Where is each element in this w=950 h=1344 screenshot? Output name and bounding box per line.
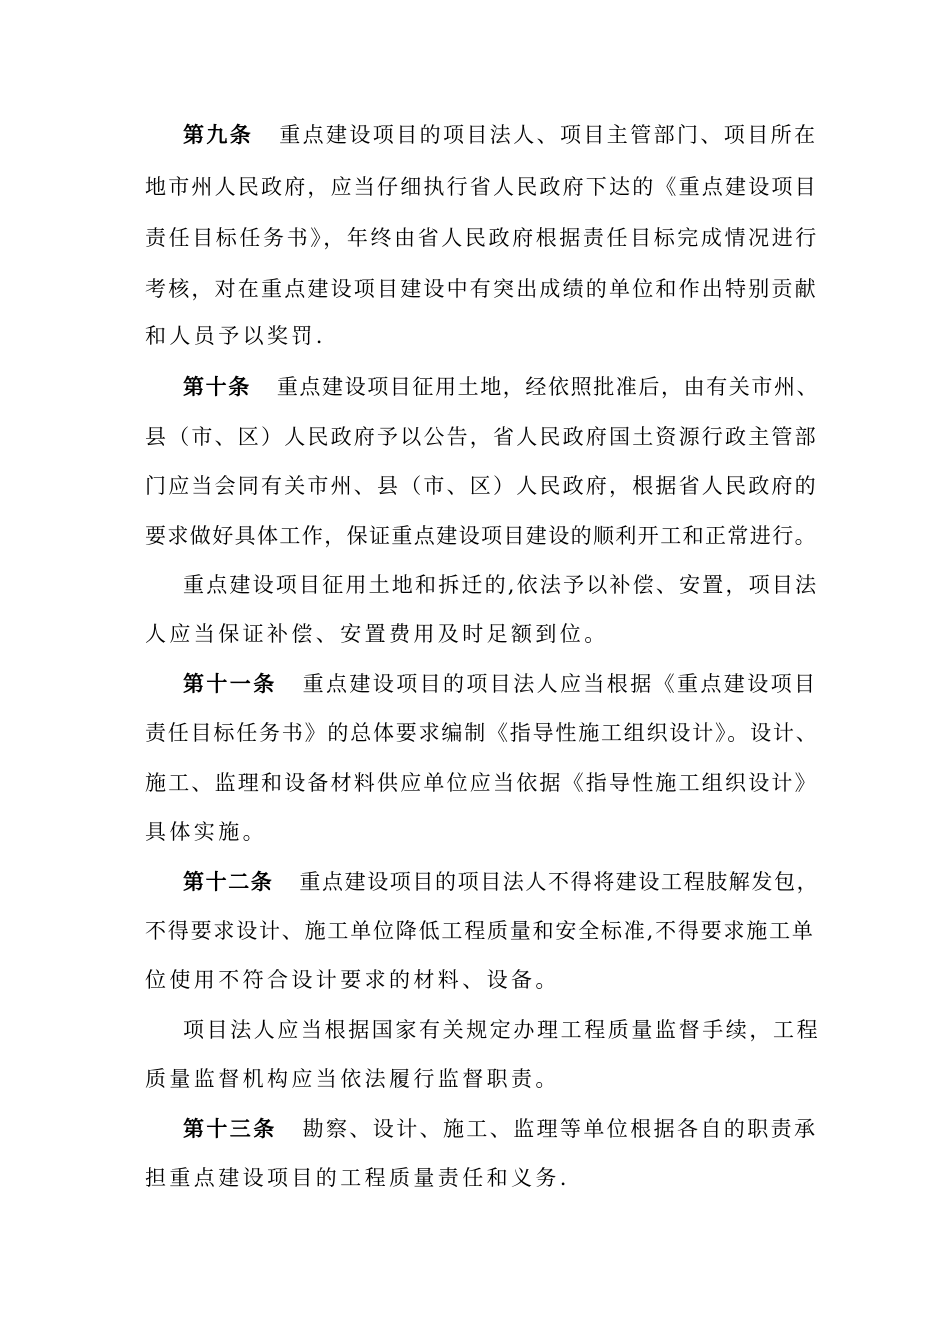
article-10-para2-line-1: 重点建设项目征用土地和拆迁的,依法予以补偿、安置，项目法 <box>183 573 819 597</box>
article-9-line-1 <box>183 121 817 149</box>
article-11-heading: 第十一条 <box>183 671 277 696</box>
article-11-text: 重点建设项目的项目法人应当根据《重点建设项目 <box>302 672 818 696</box>
article-13-text: 勘察、设计、施工、监理等单位根据各自的职责承 <box>302 1117 818 1141</box>
article-11-line-3: 施工、监理和设备材料供应单位应当依据《指导性施工组织设计》 <box>145 771 818 795</box>
article-12-line-2: 不得要求设计、施工单位降低工程质量和安全标准,不得要求施工单 <box>145 919 815 943</box>
article-10-text: 重点建设项目征用土地，经依照批准后，由有关市州、 <box>276 375 820 399</box>
article-9-line-2: 地市州人民政府，应当仔细执行省人民政府下达的《重点建设项目 <box>145 175 818 199</box>
article-10-line-3: 门应当会同有关市州、县（市、区）人民政府，根据省人民政府的 <box>145 474 818 498</box>
article-9-text: 重点建设项目的项目法人、项目主管部门、项目所在 <box>279 123 818 147</box>
article-9-line-4: 考核，对在重点建设项目建设中有突出成绩的单位和作出特别贡献 <box>145 277 818 301</box>
article-12-text: 重点建设项目的项目法人不得将建设工程肢解发包， <box>299 870 820 894</box>
article-10-heading: 第十条 <box>183 374 251 399</box>
article-10-line-2: 县（市、区）人民政府予以公告，省人民政府国土资源行政主管部 <box>145 425 818 449</box>
article-11-line-1 <box>183 670 817 698</box>
article-9-heading: 第九条 <box>183 122 254 147</box>
article-11-line-2: 责任目标任务书》的总体要求编制《指导性施工组织设计》。设计、 <box>145 721 819 745</box>
article-13-line-2: 担重点建设项目的工程质量责任和义务. <box>145 1166 570 1190</box>
article-11-line-4: 具体实施。 <box>145 820 267 844</box>
article-13-heading: 第十三条 <box>183 1116 277 1141</box>
article-10-line-4: 要求做好具体工作，保证重点建设项目建设的顺利开工和正常进行。 <box>145 524 817 548</box>
article-12-line-1 <box>183 868 819 896</box>
article-12-para2-line-1: 项目法人应当根据国家有关规定办理工程质量监督手续，工程 <box>183 1018 821 1042</box>
article-12-heading: 第十二条 <box>183 869 274 894</box>
article-12-line-3: 位使用不符合设计要求的材料、设备。 <box>145 968 560 992</box>
article-10-line-1 <box>183 373 819 401</box>
article-9-line-3: 责任目标任务书》，年终由省人民政府根据责任目标完成情况进行 <box>145 226 819 250</box>
article-10-para2-line-2: 人应当保证补偿、安置费用及时足额到位。 <box>145 622 609 646</box>
article-9-line-5: 和人员予以奖罚. <box>145 324 326 348</box>
article-13-line-1 <box>183 1115 817 1143</box>
article-12-para2-line-2: 质量监督机构应当依法履行监督职责。 <box>145 1067 560 1091</box>
